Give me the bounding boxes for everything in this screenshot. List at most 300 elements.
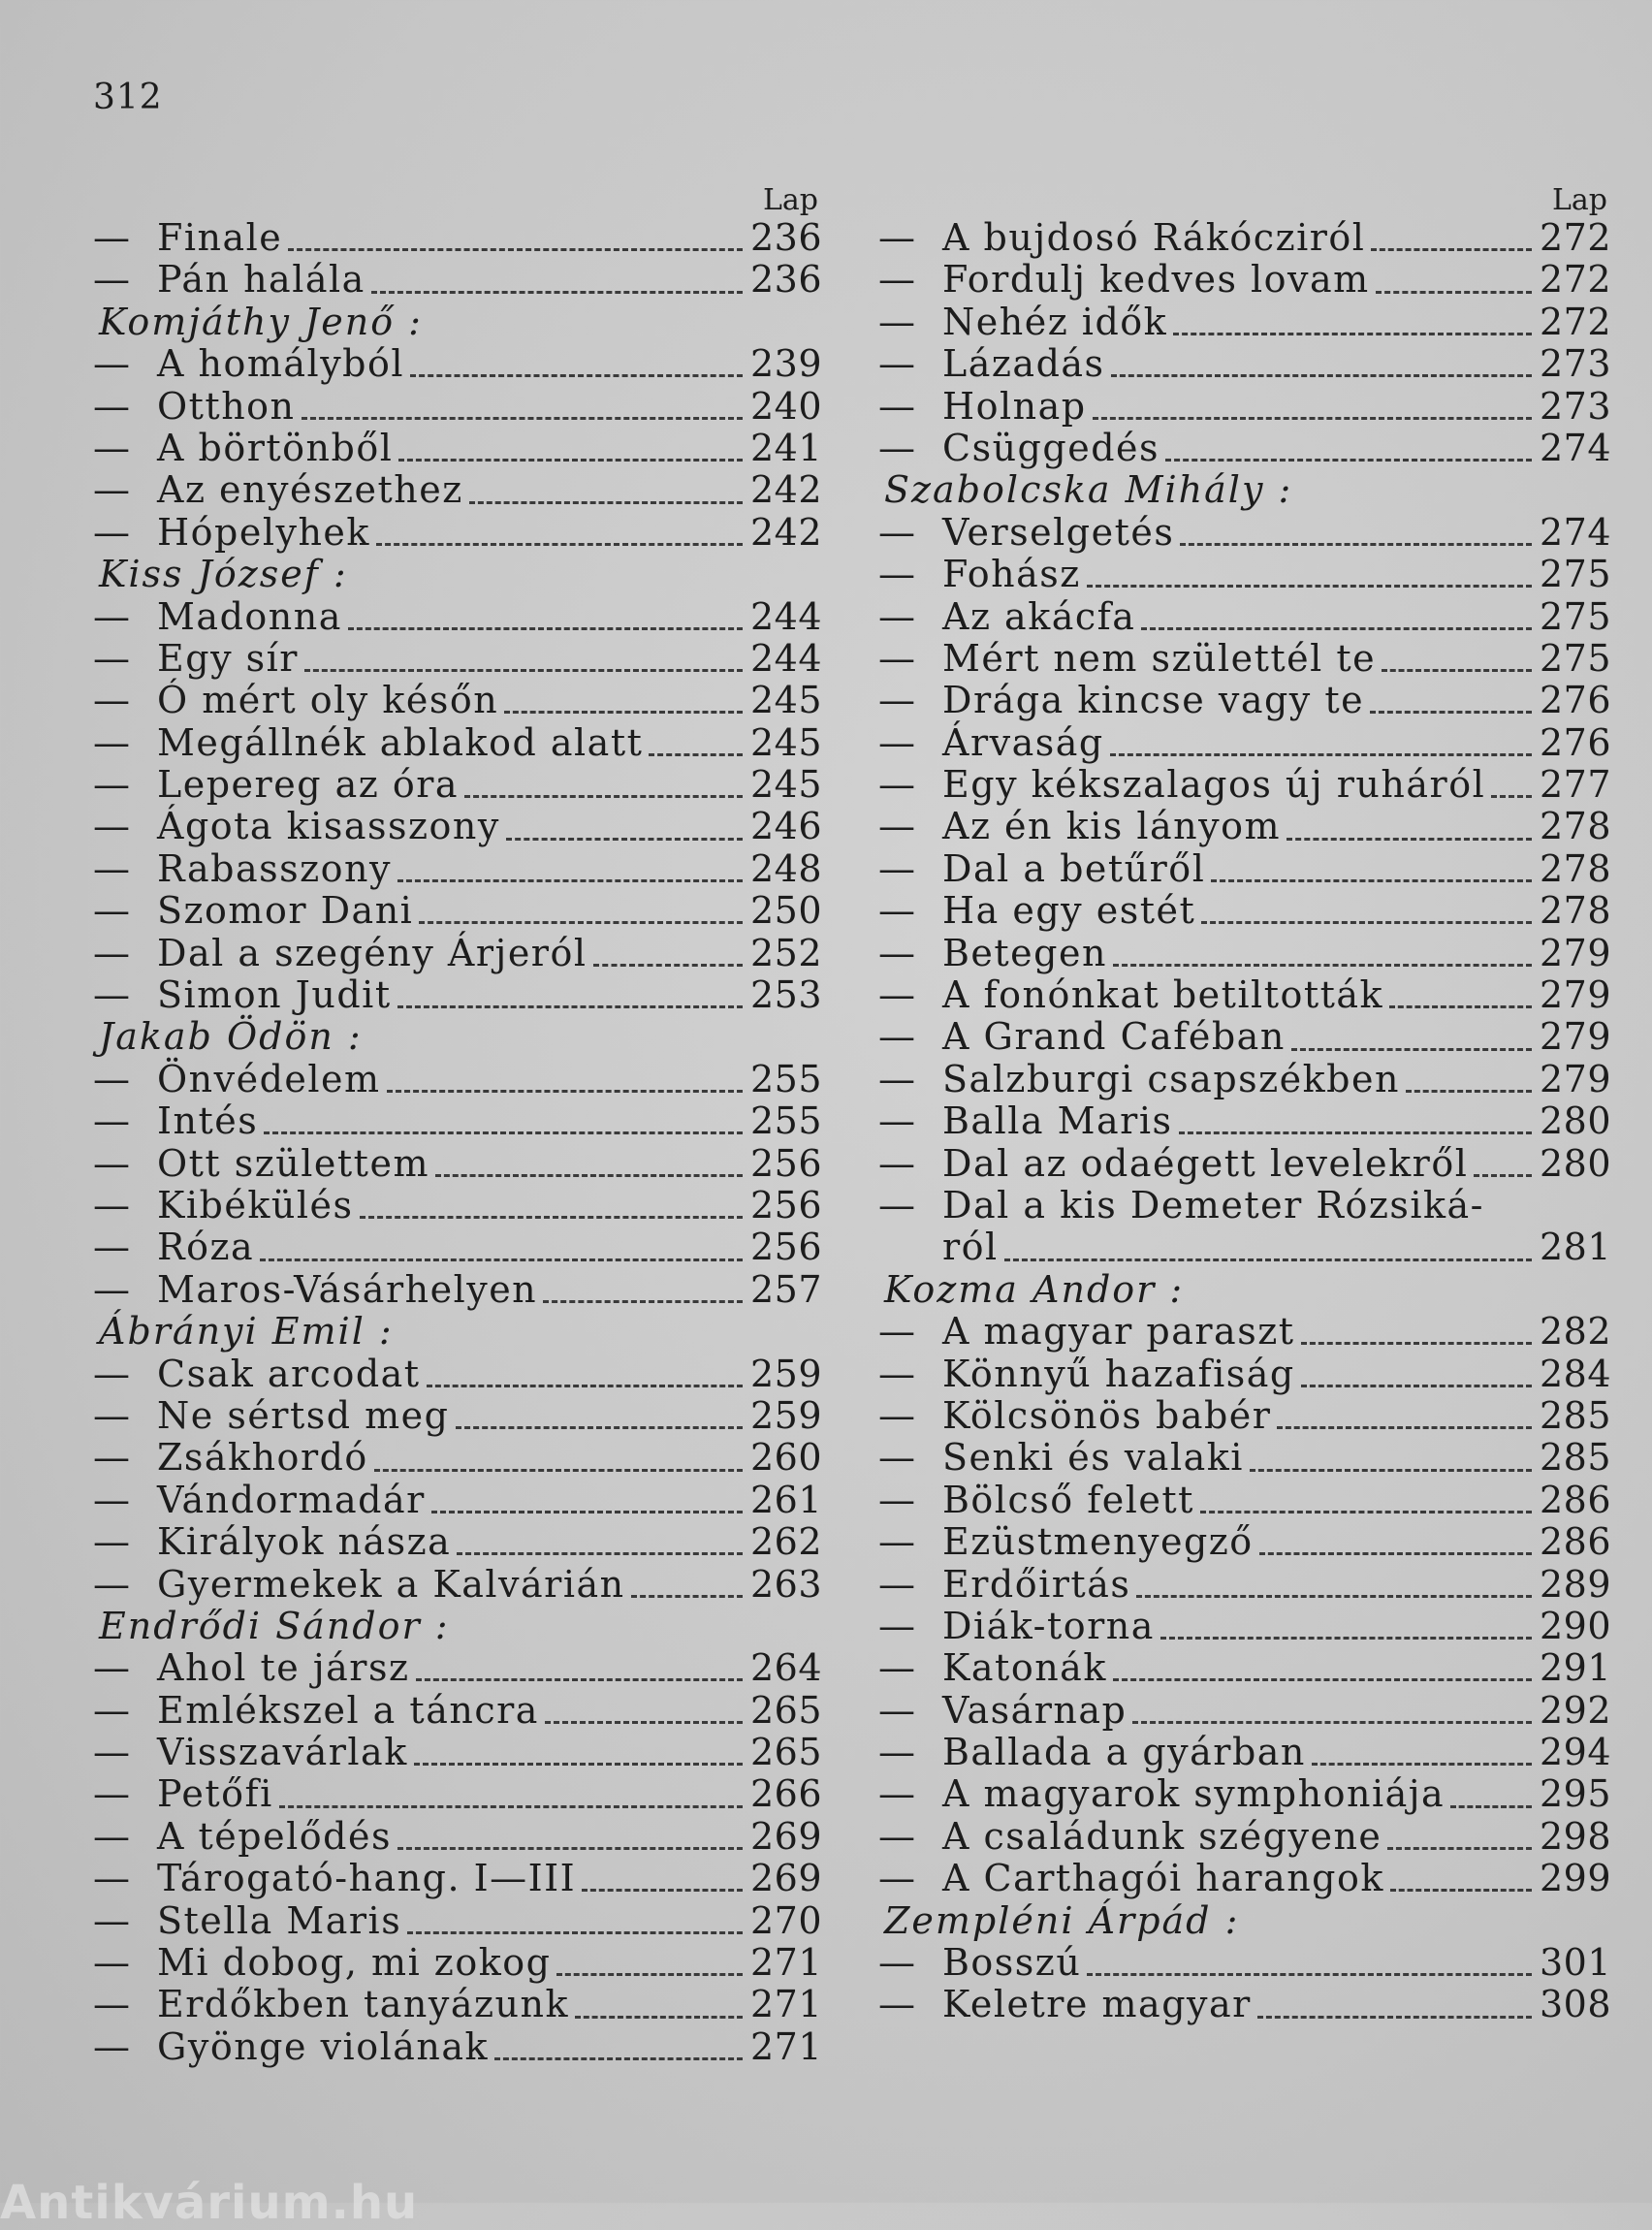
entry-dash: — xyxy=(878,1646,915,1690)
toc-entry xyxy=(878,1732,1611,1773)
entry-page-number: 263 xyxy=(749,1562,822,1606)
entry-title: Petőfi xyxy=(157,1772,273,1816)
dot-leader xyxy=(1382,669,1532,672)
entry-dash: — xyxy=(93,1983,130,2026)
entry-page-number: 271 xyxy=(749,1983,822,2026)
entry-dash: — xyxy=(878,931,915,974)
toc-entry xyxy=(93,428,822,469)
entry-dash: — xyxy=(93,1857,130,1900)
toc-author-heading xyxy=(878,469,1611,511)
toc-entry xyxy=(93,1564,822,1606)
toc-entry xyxy=(93,1900,822,1942)
entry-dash: — xyxy=(878,1478,915,1521)
author-name: Zempléni Árpád : xyxy=(884,1898,1240,1942)
toc-entry xyxy=(878,1816,1611,1858)
entry-title: Erdőirtás xyxy=(942,1562,1131,1606)
entry-dash: — xyxy=(878,973,915,1017)
entry-title: Fordulj kedves lovam xyxy=(942,258,1370,302)
entry-title: Finale xyxy=(157,216,283,259)
author-name: Kiss József : xyxy=(99,553,348,596)
entry-title: Lepereg az óra xyxy=(157,763,460,807)
entry-page-number: 285 xyxy=(1539,1436,1611,1480)
toc-entry xyxy=(878,680,1611,721)
entry-page-number: 274 xyxy=(1539,510,1611,554)
dot-leader xyxy=(1087,1973,1532,1976)
entry-page-number: 265 xyxy=(749,1731,822,1774)
entry-title: Intés xyxy=(157,1099,259,1143)
toc-entry xyxy=(878,764,1611,806)
toc-entry xyxy=(878,259,1611,301)
dot-leader xyxy=(1141,627,1532,630)
dot-leader xyxy=(1132,1721,1532,1724)
dot-leader xyxy=(1087,585,1532,588)
entry-dash: — xyxy=(93,2024,130,2068)
entry-page-number: 275 xyxy=(1539,636,1611,680)
entry-title: A magyarok symphoniája xyxy=(942,1772,1446,1816)
dot-leader xyxy=(649,753,743,756)
entry-dash: — xyxy=(878,1731,915,1774)
entry-page-number: 252 xyxy=(749,931,822,974)
entry-dash: — xyxy=(878,720,915,764)
toc-entry xyxy=(93,1480,822,1521)
dot-leader xyxy=(264,1131,743,1134)
toc-entry xyxy=(93,1942,822,1984)
dot-leader xyxy=(407,1931,743,1934)
entry-title: Zsákhordó xyxy=(157,1436,368,1480)
entry-title: Drága kincse vagy te xyxy=(942,679,1365,722)
dot-leader xyxy=(593,964,743,967)
toc-entry xyxy=(878,217,1611,259)
entry-page-number: 279 xyxy=(1539,931,1611,974)
entry-dash: — xyxy=(878,1604,915,1647)
dot-leader xyxy=(1390,1889,1532,1892)
dot-leader xyxy=(414,1763,743,1766)
entry-title: Katonák xyxy=(942,1646,1107,1690)
entry-page-number: 280 xyxy=(1539,1141,1611,1185)
entry-page-number: 264 xyxy=(749,1646,822,1690)
toc-entry xyxy=(93,1059,822,1100)
dot-leader xyxy=(545,1721,743,1724)
entry-page-number: 253 xyxy=(749,973,822,1017)
entry-title: Bölcső felett xyxy=(942,1478,1194,1521)
entry-title: Lázadás xyxy=(942,342,1105,386)
entry-page-number: 308 xyxy=(1539,1983,1611,2026)
entry-dash: — xyxy=(93,1898,130,1942)
entry-title: Stella Maris xyxy=(157,1898,402,1942)
entry-title: Róza xyxy=(157,1226,255,1269)
toc-entry xyxy=(878,974,1611,1016)
entry-dash: — xyxy=(878,426,915,469)
entry-page-number: 256 xyxy=(749,1141,822,1185)
toc-entry xyxy=(878,1143,1611,1185)
toc-entry xyxy=(878,343,1611,385)
entry-page-number: 279 xyxy=(1539,973,1611,1017)
entry-dash: — xyxy=(93,258,130,302)
entry-dash: — xyxy=(93,1099,130,1143)
dot-leader xyxy=(419,921,743,924)
author-name: Szabolcska Mihály : xyxy=(884,468,1293,512)
toc-entry xyxy=(93,1437,822,1479)
toc-entry xyxy=(878,848,1611,890)
entry-page-number: 241 xyxy=(749,426,822,469)
entry-dash: — xyxy=(93,1814,130,1858)
entry-page-number: 260 xyxy=(749,1436,822,1480)
entry-title: A családunk szégyene xyxy=(942,1814,1382,1858)
entry-dash: — xyxy=(93,384,130,428)
dot-leader xyxy=(1110,753,1532,756)
dot-leader xyxy=(1111,374,1532,377)
dot-leader xyxy=(279,1805,743,1808)
toc-entry xyxy=(878,1984,1611,2025)
entry-dash: — xyxy=(878,1015,915,1059)
dot-leader xyxy=(1165,459,1532,462)
entry-dash: — xyxy=(93,510,130,554)
toc-author-heading xyxy=(878,1269,1611,1311)
toc-entry xyxy=(878,1100,1611,1142)
entry-page-number: 257 xyxy=(749,1267,822,1311)
entry-title: A Grand Caféban xyxy=(942,1015,1286,1059)
entry-title: Szomor Dani xyxy=(157,889,414,933)
entry-page-number: 270 xyxy=(749,1898,822,1942)
dot-leader xyxy=(469,501,743,504)
entry-title: Dal az odaégett levelekről xyxy=(942,1141,1469,1185)
entry-title: Dal a kis Demeter Rózsiká- xyxy=(942,1183,1485,1226)
entry-page-number: 275 xyxy=(1539,594,1611,638)
toc-entry xyxy=(93,1858,822,1899)
entry-page-number: 244 xyxy=(749,594,822,638)
entry-dash: — xyxy=(878,679,915,722)
dot-leader xyxy=(371,291,743,294)
toc-entry xyxy=(878,1690,1611,1732)
entry-title: Madonna xyxy=(157,594,342,638)
toc-entry xyxy=(93,848,822,890)
entry-dash: — xyxy=(878,216,915,259)
entry-page-number: 256 xyxy=(749,1226,822,1269)
dot-leader xyxy=(1201,921,1532,924)
toc-entry xyxy=(93,1354,822,1395)
entry-page-number: 255 xyxy=(749,1099,822,1143)
dot-leader xyxy=(348,627,743,630)
dot-leader xyxy=(631,1595,743,1598)
entry-page-number: 245 xyxy=(749,763,822,807)
entry-dash: — xyxy=(878,1183,915,1226)
entry-page-number: 239 xyxy=(749,342,822,386)
watermark: Antikvárium.hu xyxy=(0,2176,419,2230)
toc-column-right xyxy=(878,184,1611,2026)
entry-dash: — xyxy=(93,1731,130,1774)
lap-column-header: Lap xyxy=(1551,183,1607,217)
entry-title: Maros-Vásárhelyen xyxy=(157,1267,538,1311)
entry-page-number: 248 xyxy=(749,846,822,890)
entry-page-number: 298 xyxy=(1539,1814,1611,1858)
author-name: Ábrányi Emil : xyxy=(99,1310,394,1354)
dot-leader xyxy=(1287,838,1532,841)
entry-dash: — xyxy=(878,889,915,933)
entry-page-number: 281 xyxy=(1539,1226,1611,1269)
entry-title: Ágota kisasszony xyxy=(157,805,500,848)
entry-page-number: 271 xyxy=(749,2024,822,2068)
entry-page-number: 245 xyxy=(749,720,822,764)
dot-leader xyxy=(410,374,743,377)
toc-entry xyxy=(878,1016,1611,1058)
entry-page-number: 275 xyxy=(1539,553,1611,596)
entry-dash: — xyxy=(93,1688,130,1732)
entry-dash: — xyxy=(878,1857,915,1900)
toc-author-heading xyxy=(93,1606,822,1647)
entry-dash: — xyxy=(878,1520,915,1564)
toc-author-heading xyxy=(878,1900,1611,1942)
entry-dash: — xyxy=(93,1646,130,1690)
dot-leader xyxy=(1257,2016,1532,2019)
dot-leader xyxy=(1004,1258,1532,1261)
dot-leader xyxy=(1259,1552,1532,1555)
toc-entry xyxy=(93,1521,822,1563)
entry-dash: — xyxy=(93,1436,130,1480)
entry-dash: — xyxy=(93,805,130,848)
dot-leader xyxy=(1474,1174,1532,1177)
toc-entry xyxy=(878,806,1611,847)
dot-leader xyxy=(1389,1005,1532,1008)
entry-dash: — xyxy=(878,553,915,596)
entry-page-number: 242 xyxy=(749,468,822,512)
entry-page-number: 273 xyxy=(1539,342,1611,386)
toc-entry xyxy=(878,1858,1611,1899)
toc-entry xyxy=(878,1564,1611,1606)
entry-dash: — xyxy=(878,1057,915,1100)
entry-page-number: 280 xyxy=(1539,1099,1611,1143)
entry-title: Tárogató-hang. I—III xyxy=(157,1857,577,1900)
entry-page-number: 285 xyxy=(1539,1393,1611,1437)
toc-entry xyxy=(878,554,1611,595)
entry-title: Egy kékszalagos új ruháról xyxy=(942,763,1486,807)
entry-page-number: 244 xyxy=(749,636,822,680)
entry-dash: — xyxy=(93,594,130,638)
entry-dash: — xyxy=(878,1941,915,1985)
entry-title: Ott születtem xyxy=(157,1141,429,1185)
entry-title: A fonónkat betiltották xyxy=(942,973,1384,1017)
entry-title: Ezüstmenyegző xyxy=(942,1520,1254,1564)
entry-title: Megállnék ablakod alatt xyxy=(157,720,644,764)
toc-entry xyxy=(878,1185,1611,1226)
dot-leader xyxy=(494,2057,743,2060)
entry-page-number: 250 xyxy=(749,889,822,933)
entry-title: Senki és valaki xyxy=(942,1436,1244,1480)
toc-entry xyxy=(878,1437,1611,1479)
entry-dash: — xyxy=(878,1562,915,1606)
toc-entry xyxy=(878,1354,1611,1395)
toc-entry xyxy=(93,343,822,385)
dot-leader xyxy=(1211,879,1532,882)
entry-title: Otthon xyxy=(157,384,296,428)
entry-page-number: 255 xyxy=(749,1057,822,1100)
entry-page-number: 276 xyxy=(1539,720,1611,764)
entry-title: Mi dobog, mi zokog xyxy=(157,1941,552,1985)
toc-entry xyxy=(878,722,1611,764)
toc-entry xyxy=(93,1690,822,1732)
entry-title: A homályból xyxy=(157,342,405,386)
dot-leader xyxy=(1179,1131,1532,1134)
toc-entry xyxy=(878,428,1611,469)
entry-page-number: 236 xyxy=(749,216,822,259)
entry-title: A magyar paraszt xyxy=(942,1310,1295,1354)
entry-title: Erdőkben tanyázunk xyxy=(157,1983,570,2026)
entry-title: Csüggedés xyxy=(942,426,1160,469)
entry-dash: — xyxy=(93,1772,130,1816)
entry-dash: — xyxy=(878,763,915,807)
author-name: Komjáthy Jenő : xyxy=(99,300,423,343)
dot-leader xyxy=(1180,543,1532,546)
dot-leader xyxy=(506,838,743,841)
entry-dash: — xyxy=(878,384,915,428)
dot-leader xyxy=(260,1258,743,1261)
dot-leader xyxy=(360,1216,743,1219)
toc-author-heading xyxy=(93,302,822,343)
entry-title: Salzburgi csapszékben xyxy=(942,1057,1400,1100)
toc-entry xyxy=(93,1984,822,2025)
entry-page-number: 236 xyxy=(749,258,822,302)
entry-title: Hópelyhek xyxy=(157,510,370,554)
dot-leader xyxy=(1387,1847,1532,1850)
entry-page-number: 256 xyxy=(749,1183,822,1226)
entry-page-number: 282 xyxy=(1539,1310,1611,1354)
entry-page-number: 245 xyxy=(749,679,822,722)
dot-leader xyxy=(457,1552,743,1555)
author-name: Jakab Ödön : xyxy=(99,1015,363,1059)
toc-entry xyxy=(93,890,822,932)
entry-page-number: 286 xyxy=(1539,1478,1611,1521)
entry-title: Királyok násza xyxy=(157,1520,452,1564)
dot-leader xyxy=(1173,333,1532,335)
entry-page-number: 240 xyxy=(749,384,822,428)
entry-title: Nehéz idők xyxy=(942,300,1168,343)
dot-leader xyxy=(1113,964,1532,967)
dot-leader xyxy=(397,879,743,882)
entry-title: A tépelődés xyxy=(157,1814,392,1858)
entry-title: Az akácfa xyxy=(942,594,1136,638)
toc-entry xyxy=(93,1647,822,1689)
entry-title: Diák-torna xyxy=(942,1604,1155,1647)
entry-title: Keletre magyar xyxy=(942,1983,1252,2026)
entry-dash: — xyxy=(93,931,130,974)
entry-dash: — xyxy=(93,216,130,259)
entry-page-number: 295 xyxy=(1539,1772,1611,1816)
entry-dash: — xyxy=(878,1099,915,1143)
toc-author-heading xyxy=(93,1016,822,1058)
dot-leader xyxy=(1376,291,1532,294)
entry-dash: — xyxy=(93,1183,130,1226)
entry-page-number: 276 xyxy=(1539,679,1611,722)
entry-title: Önvédelem xyxy=(157,1057,381,1100)
toc-author-heading xyxy=(93,1311,822,1353)
dot-leader xyxy=(431,1511,743,1513)
entry-page-number: 292 xyxy=(1539,1688,1611,1732)
entry-title: Betegen xyxy=(942,931,1107,974)
entry-dash: — xyxy=(878,846,915,890)
entry-title: Pán halála xyxy=(157,258,365,302)
toc-entry xyxy=(93,638,822,680)
entry-page-number: 273 xyxy=(1539,384,1611,428)
entry-title: Árvaság xyxy=(942,720,1104,764)
entry-title: Simon Judit xyxy=(157,973,392,1017)
toc-entry xyxy=(878,890,1611,932)
entry-dash: — xyxy=(93,1141,130,1185)
entry-dash: — xyxy=(878,510,915,554)
entry-page-number: 277 xyxy=(1539,763,1611,807)
entry-page-number: 278 xyxy=(1539,846,1611,890)
entry-page-number: 271 xyxy=(749,1941,822,1985)
dot-leader xyxy=(456,1426,743,1429)
entry-page-number: 242 xyxy=(749,510,822,554)
toc-entry xyxy=(93,512,822,554)
toc-entry xyxy=(93,1100,822,1142)
entry-page-number: 269 xyxy=(749,1814,822,1858)
entry-page-number: 272 xyxy=(1539,258,1611,302)
dot-leader xyxy=(397,1847,743,1850)
dot-leader xyxy=(582,1889,743,1892)
entry-dash: — xyxy=(93,720,130,764)
entry-dash: — xyxy=(93,1352,130,1395)
entry-dash: — xyxy=(878,258,915,302)
entry-dash: — xyxy=(878,300,915,343)
toc-list-left xyxy=(93,217,822,2068)
toc-entry xyxy=(93,1395,822,1437)
dot-leader xyxy=(302,417,743,420)
entry-dash: — xyxy=(93,1941,130,1985)
entry-title: Ballada a gyárban xyxy=(942,1731,1306,1774)
toc-entry xyxy=(878,1647,1611,1689)
dot-leader xyxy=(1312,1763,1532,1766)
dot-leader xyxy=(1277,1426,1532,1429)
entry-title: Vasárnap xyxy=(942,1688,1128,1732)
entry-dash: — xyxy=(93,1520,130,1564)
entry-dash: — xyxy=(93,1226,130,1269)
page-number: 312 xyxy=(93,78,163,117)
entry-title: Csak arcodat xyxy=(157,1352,421,1395)
toc-entry xyxy=(878,1606,1611,1647)
entry-page-number: 290 xyxy=(1539,1604,1611,1647)
entry-page-number: 269 xyxy=(749,1857,822,1900)
toc-entry xyxy=(878,302,1611,343)
entry-title: Verselgetés xyxy=(942,510,1175,554)
entry-title: Emlékszel a táncra xyxy=(157,1688,539,1732)
toc-entry xyxy=(878,638,1611,680)
toc-list-right xyxy=(878,217,1611,2026)
entry-title: Az enyészethez xyxy=(157,468,463,512)
dot-leader xyxy=(1160,1637,1532,1640)
author-name: Kozma Andor : xyxy=(884,1267,1185,1311)
toc-entry xyxy=(93,1816,822,1858)
dot-leader xyxy=(288,248,743,251)
toc-entry xyxy=(878,596,1611,638)
entry-title: A börtönből xyxy=(157,426,394,469)
entry-title: Ó mért oly későn xyxy=(157,679,499,722)
toc-entry xyxy=(93,469,822,511)
toc-entry xyxy=(93,259,822,301)
toc-entry xyxy=(93,1226,822,1268)
dot-leader xyxy=(435,1174,743,1177)
toc-entry xyxy=(93,764,822,806)
toc-entry xyxy=(93,1185,822,1226)
entry-title: Rabasszony xyxy=(157,846,392,890)
entry-dash: — xyxy=(878,1393,915,1437)
dot-leader xyxy=(1491,795,1532,798)
dot-leader xyxy=(427,1385,743,1387)
entry-page-number: 274 xyxy=(1539,426,1611,469)
entry-page-number: 279 xyxy=(1539,1057,1611,1100)
dot-leader xyxy=(1301,1342,1532,1345)
entry-page-number: 289 xyxy=(1539,1562,1611,1606)
entry-page-number: 294 xyxy=(1539,1731,1611,1774)
